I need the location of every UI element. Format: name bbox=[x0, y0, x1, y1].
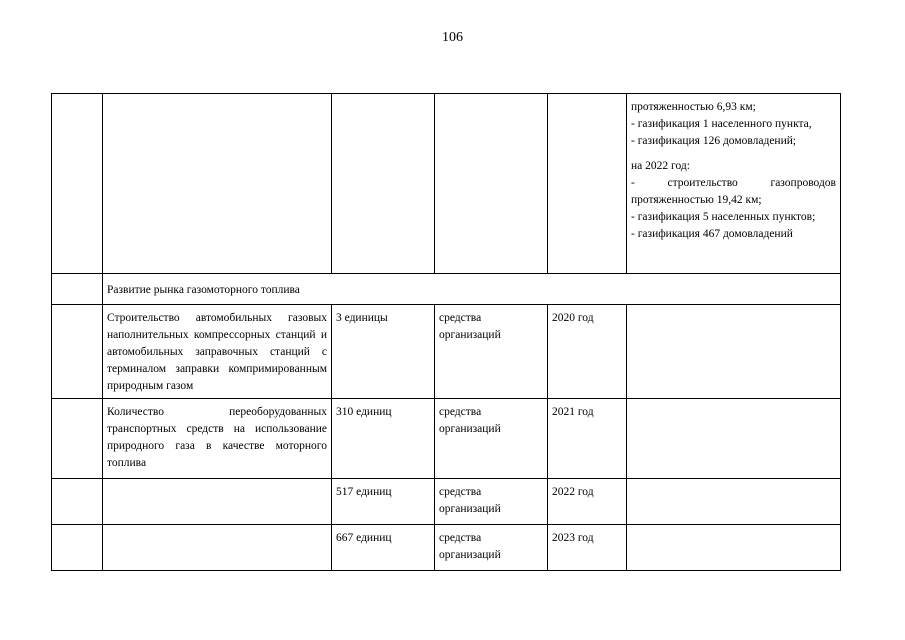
cell-num bbox=[52, 274, 103, 305]
cell-year: 2020 год bbox=[548, 305, 627, 399]
cell-num bbox=[52, 94, 103, 274]
cell-source: средства организаций bbox=[435, 399, 548, 479]
cell-name bbox=[103, 479, 332, 525]
cell-num bbox=[52, 305, 103, 399]
cell-source: средства организаций bbox=[435, 305, 548, 399]
cell-results bbox=[627, 399, 841, 479]
cell-num bbox=[52, 399, 103, 479]
cell-source bbox=[435, 94, 548, 274]
cell-value: 667 единиц bbox=[332, 525, 435, 571]
cell-results bbox=[627, 94, 841, 274]
results-line: - газификация 5 населенных пунктов; bbox=[631, 211, 816, 223]
table-row bbox=[52, 479, 841, 525]
page-number: 106 bbox=[442, 30, 463, 45]
cell-name bbox=[103, 94, 332, 274]
table-row-continuation bbox=[52, 94, 841, 274]
cell-name: Количество переоборудованных транспортных средств на использование природного газа в качестве моторного топлива bbox=[103, 399, 332, 479]
table-row bbox=[52, 399, 841, 479]
cell-year bbox=[548, 94, 627, 274]
cell-name bbox=[103, 525, 332, 571]
results-line: протяженностью 6,93 км; bbox=[631, 101, 756, 113]
cell-results bbox=[627, 479, 841, 525]
cell-source: средства организаций bbox=[435, 479, 548, 525]
table-row bbox=[52, 305, 841, 399]
cell-num bbox=[52, 479, 103, 525]
program-table bbox=[51, 93, 841, 571]
results-spacer bbox=[631, 150, 836, 158]
cell-value: 517 единиц bbox=[332, 479, 435, 525]
section-title: Развитие рынка газомоторного топлива bbox=[103, 274, 841, 305]
cell-num bbox=[52, 525, 103, 571]
results-line: - газификация 467 домовладений bbox=[631, 228, 793, 240]
cell-source: средства организаций bbox=[435, 525, 548, 571]
cell-results bbox=[627, 525, 841, 571]
results-line: - строительство газопроводов протяженностью 19,42 км; bbox=[631, 177, 836, 206]
cell-value: 3 единицы bbox=[332, 305, 435, 399]
table-row bbox=[52, 525, 841, 571]
cell-name: Строительство автомобильных газовых наполнительных компрессорных станций и автомобильных заправочных станций с терминалом заправки компримированным природным газом bbox=[103, 305, 332, 399]
cell-value: 310 единиц bbox=[332, 399, 435, 479]
results-line: на 2022 год: bbox=[631, 160, 690, 172]
results-line: - газификация 1 населенного пункта, bbox=[631, 118, 812, 130]
cell-year: 2023 год bbox=[548, 525, 627, 571]
table-row-section bbox=[52, 274, 841, 305]
cell-results bbox=[627, 305, 841, 399]
cell-year: 2021 год bbox=[548, 399, 627, 479]
results-line: - газификация 126 домовладений; bbox=[631, 135, 797, 147]
cell-year: 2022 год bbox=[548, 479, 627, 525]
cell-value bbox=[332, 94, 435, 274]
